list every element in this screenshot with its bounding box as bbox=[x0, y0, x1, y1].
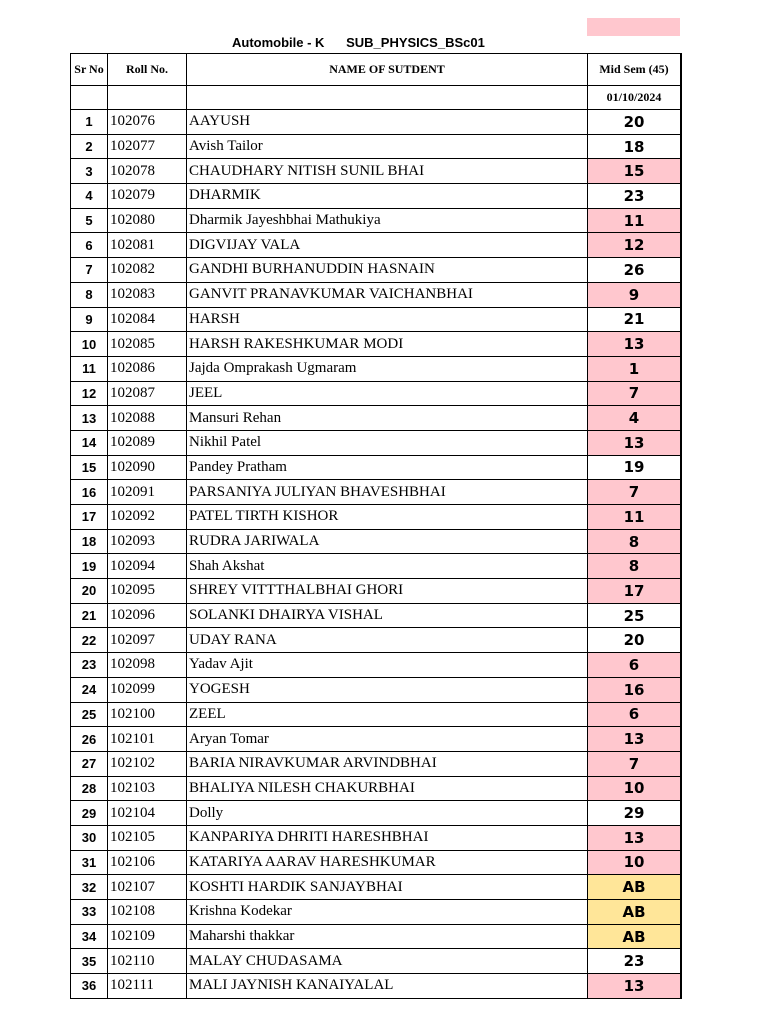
table-row bbox=[71, 603, 682, 628]
sr-no-header: Sr No bbox=[71, 54, 108, 86]
table-row bbox=[71, 406, 682, 431]
sr-no-cell: 3 bbox=[71, 159, 108, 184]
mid-sem-mark-cell: 10 bbox=[588, 850, 682, 875]
table-row bbox=[71, 307, 682, 332]
table-row bbox=[71, 579, 682, 604]
mid-sem-mark-cell: 6 bbox=[588, 702, 682, 727]
mid-sem-mark-cell: 12 bbox=[588, 233, 682, 258]
mid-sem-mark-cell: 11 bbox=[588, 505, 682, 530]
sr-no-cell: 35 bbox=[71, 949, 108, 974]
student-name-cell: KOSHTI HARDIK SANJAYBHAI bbox=[187, 875, 588, 900]
table-row bbox=[71, 529, 682, 554]
table-row bbox=[71, 825, 682, 850]
student-name-cell: Yadav Ajit bbox=[187, 653, 588, 678]
table-row bbox=[71, 332, 682, 357]
student-name-cell: KATARIYA AARAV HARESHKUMAR bbox=[187, 850, 588, 875]
roll-no-cell: 102082 bbox=[108, 258, 187, 283]
table-row bbox=[71, 850, 682, 875]
roll-no-cell: 102105 bbox=[108, 825, 187, 850]
sr-no-cell: 9 bbox=[71, 307, 108, 332]
sr-no-cell: 14 bbox=[71, 430, 108, 455]
sr-no-cell: 18 bbox=[71, 529, 108, 554]
sr-no-cell: 30 bbox=[71, 825, 108, 850]
student-name-cell: GANVIT PRANAVKUMAR VAICHANBHAI bbox=[187, 282, 588, 307]
table-row bbox=[71, 751, 682, 776]
roll-no-cell: 102101 bbox=[108, 727, 187, 752]
roll-no-cell: 102100 bbox=[108, 702, 187, 727]
mid-sem-mark-cell: 9 bbox=[588, 282, 682, 307]
mid-sem-mark-cell: 13 bbox=[588, 974, 682, 999]
sr-no-cell: 7 bbox=[71, 258, 108, 283]
student-name-cell: GANDHI BURHANUDDIN HASNAIN bbox=[187, 258, 588, 283]
marks-table bbox=[70, 53, 682, 999]
mid-sem-mark-cell: 11 bbox=[588, 208, 682, 233]
roll-no-cell: 102098 bbox=[108, 653, 187, 678]
table-row bbox=[71, 702, 682, 727]
mid-sem-mark-cell: 13 bbox=[588, 332, 682, 357]
student-name-cell: Pandey Pratham bbox=[187, 455, 588, 480]
table-row bbox=[71, 505, 682, 530]
table-row bbox=[71, 677, 682, 702]
mid-sem-mark-cell: 7 bbox=[588, 381, 682, 406]
mid-sem-mark-cell: 13 bbox=[588, 430, 682, 455]
student-name-cell: MALI JAYNISH KANAIYALAL bbox=[187, 974, 588, 999]
mid-sem-mark-cell: 4 bbox=[588, 406, 682, 431]
sr-no-cell: 23 bbox=[71, 653, 108, 678]
roll-no-cell: 102094 bbox=[108, 554, 187, 579]
sr-no-cell: 8 bbox=[71, 282, 108, 307]
mid-sem-mark-cell: 6 bbox=[588, 653, 682, 678]
sr-no-cell: 12 bbox=[71, 381, 108, 406]
roll-no-cell: 102106 bbox=[108, 850, 187, 875]
mid-sem-mark-cell: 23 bbox=[588, 949, 682, 974]
roll-no-cell: 102085 bbox=[108, 332, 187, 357]
sr-no-cell: 20 bbox=[71, 579, 108, 604]
student-name-cell: Avish Tailor bbox=[187, 134, 588, 159]
sr-no-cell: 10 bbox=[71, 332, 108, 357]
sr-no-cell: 27 bbox=[71, 751, 108, 776]
mid-sem-mark-cell: 18 bbox=[588, 134, 682, 159]
student-name-cell: JEEL bbox=[187, 381, 588, 406]
roll-no-cell: 102103 bbox=[108, 776, 187, 801]
roll-no-cell: 102096 bbox=[108, 603, 187, 628]
table-row bbox=[71, 875, 682, 900]
student-name-cell: HARSH bbox=[187, 307, 588, 332]
mid-sem-mark-cell: 25 bbox=[588, 603, 682, 628]
mid-sem-mark-cell: 1 bbox=[588, 356, 682, 381]
table-row bbox=[71, 949, 682, 974]
mid-sem-mark-cell: 19 bbox=[588, 455, 682, 480]
table-row bbox=[71, 430, 682, 455]
roll-no-cell: 102086 bbox=[108, 356, 187, 381]
sr-no-cell: 33 bbox=[71, 900, 108, 925]
table-row bbox=[71, 924, 682, 949]
table-row bbox=[71, 381, 682, 406]
table-row bbox=[71, 727, 682, 752]
table-row bbox=[71, 159, 682, 184]
table-row bbox=[71, 554, 682, 579]
mid-sem-mark-cell: 15 bbox=[588, 159, 682, 184]
roll-no-cell: 102111 bbox=[108, 974, 187, 999]
mid-sem-mark-cell: 8 bbox=[588, 529, 682, 554]
sr-no-cell: 2 bbox=[71, 134, 108, 159]
mid-sem-mark-cell: 13 bbox=[588, 727, 682, 752]
student-name-cell: Dharmik Jayeshbhai Mathukiya bbox=[187, 208, 588, 233]
table-row bbox=[71, 776, 682, 801]
roll-no-cell: 102097 bbox=[108, 628, 187, 653]
student-name-cell: Jajda Omprakash Ugmaram bbox=[187, 356, 588, 381]
sr-no-cell: 19 bbox=[71, 554, 108, 579]
sr-no-cell: 15 bbox=[71, 455, 108, 480]
roll-no-cell: 102089 bbox=[108, 430, 187, 455]
table-row bbox=[71, 455, 682, 480]
roll-no-cell: 102099 bbox=[108, 677, 187, 702]
sr-no-cell: 34 bbox=[71, 924, 108, 949]
mid-sem-mark-cell: 20 bbox=[588, 110, 682, 135]
table-row bbox=[71, 900, 682, 925]
student-name-cell: BHALIYA NILESH CHAKURBHAI bbox=[187, 776, 588, 801]
roll-no-cell: 102092 bbox=[108, 505, 187, 530]
student-name-cell: AAYUSH bbox=[187, 110, 588, 135]
student-name-cell: YOGESH bbox=[187, 677, 588, 702]
student-name-cell: Nikhil Patel bbox=[187, 430, 588, 455]
sr-no-cell: 11 bbox=[71, 356, 108, 381]
mid-sem-mark-cell: AB bbox=[588, 900, 682, 925]
header-row bbox=[71, 54, 682, 86]
mid-sem-mark-cell: 20 bbox=[588, 628, 682, 653]
sr-no-cell: 25 bbox=[71, 702, 108, 727]
mid-sem-mark-cell: 7 bbox=[588, 480, 682, 505]
student-name-cell: Maharshi thakkar bbox=[187, 924, 588, 949]
roll-no-cell: 102108 bbox=[108, 900, 187, 925]
student-name-cell: HARSH RAKESHKUMAR MODI bbox=[187, 332, 588, 357]
student-name-cell: UDAY RANA bbox=[187, 628, 588, 653]
mid-sem-mark-cell: AB bbox=[588, 875, 682, 900]
roll-no-cell: 102079 bbox=[108, 184, 187, 209]
table-row bbox=[71, 356, 682, 381]
student-name-cell: PATEL TIRTH KISHOR bbox=[187, 505, 588, 530]
roll-no-cell: 102080 bbox=[108, 208, 187, 233]
sr-no-cell: 1 bbox=[71, 110, 108, 135]
exam-date: 01/10/2024 bbox=[588, 86, 682, 110]
student-name-cell: RUDRA JARIWALA bbox=[187, 529, 588, 554]
student-name-cell: BARIA NIRAVKUMAR ARVINDBHAI bbox=[187, 751, 588, 776]
student-name-cell: Dolly bbox=[187, 801, 588, 826]
roll-no-cell: 102084 bbox=[108, 307, 187, 332]
sr-no-cell: 29 bbox=[71, 801, 108, 826]
mid-sem-mark-cell: 13 bbox=[588, 825, 682, 850]
roll-no-cell: 102077 bbox=[108, 134, 187, 159]
sr-no-cell: 22 bbox=[71, 628, 108, 653]
table-row bbox=[71, 184, 682, 209]
mid-sem-mark-cell: 29 bbox=[588, 801, 682, 826]
sr-no-cell: 5 bbox=[71, 208, 108, 233]
roll-no-cell: 102083 bbox=[108, 282, 187, 307]
table-row bbox=[71, 801, 682, 826]
roll-no-header: Roll No. bbox=[108, 54, 187, 86]
student-name-cell: Krishna Kodekar bbox=[187, 900, 588, 925]
sr-no-cell: 32 bbox=[71, 875, 108, 900]
student-name-cell: Aryan Tomar bbox=[187, 727, 588, 752]
student-name-cell: KANPARIYA DHRITI HARESHBHAI bbox=[187, 825, 588, 850]
table-row bbox=[71, 233, 682, 258]
sr-no-cell: 4 bbox=[71, 184, 108, 209]
mid-sem-mark-cell: 26 bbox=[588, 258, 682, 283]
roll-no-cell: 102088 bbox=[108, 406, 187, 431]
table-row bbox=[71, 480, 682, 505]
mid-sem-mark-cell: 16 bbox=[588, 677, 682, 702]
roll-no-cell: 102104 bbox=[108, 801, 187, 826]
mid-sem-mark-cell: 7 bbox=[588, 751, 682, 776]
empty-cell bbox=[187, 86, 588, 110]
table-row bbox=[71, 110, 682, 135]
sr-no-cell: 13 bbox=[71, 406, 108, 431]
student-name-cell: MALAY CHUDASAMA bbox=[187, 949, 588, 974]
empty-cell bbox=[108, 86, 187, 110]
sr-no-cell: 17 bbox=[71, 505, 108, 530]
mid-sem-header: Mid Sem (45) bbox=[588, 54, 682, 86]
student-name-cell: DHARMIK bbox=[187, 184, 588, 209]
roll-no-cell: 102090 bbox=[108, 455, 187, 480]
roll-no-cell: 102109 bbox=[108, 924, 187, 949]
empty-cell bbox=[71, 86, 108, 110]
sr-no-cell: 31 bbox=[71, 850, 108, 875]
roll-no-cell: 102107 bbox=[108, 875, 187, 900]
roll-no-cell: 102078 bbox=[108, 159, 187, 184]
roll-no-cell: 102110 bbox=[108, 949, 187, 974]
sheet-title: Automobile - K SUB_PHYSICS_BSc01 bbox=[232, 35, 485, 50]
sr-no-cell: 28 bbox=[71, 776, 108, 801]
sr-no-cell: 16 bbox=[71, 480, 108, 505]
sr-no-cell: 36 bbox=[71, 974, 108, 999]
table-row bbox=[71, 653, 682, 678]
date-row bbox=[71, 86, 682, 110]
sr-no-cell: 24 bbox=[71, 677, 108, 702]
table-row bbox=[71, 134, 682, 159]
student-name-cell: SHREY VITTTHALBHAI GHORI bbox=[187, 579, 588, 604]
sr-no-cell: 6 bbox=[71, 233, 108, 258]
student-name-header: NAME OF SUTDENT bbox=[187, 54, 588, 86]
roll-no-cell: 102091 bbox=[108, 480, 187, 505]
mid-sem-mark-cell: 10 bbox=[588, 776, 682, 801]
mid-sem-mark-cell: 8 bbox=[588, 554, 682, 579]
sr-no-cell: 21 bbox=[71, 603, 108, 628]
roll-no-cell: 102095 bbox=[108, 579, 187, 604]
mid-sem-mark-cell: 23 bbox=[588, 184, 682, 209]
student-name-cell: ZEEL bbox=[187, 702, 588, 727]
roll-no-cell: 102102 bbox=[108, 751, 187, 776]
table-row bbox=[71, 258, 682, 283]
student-name-cell: Shah Akshat bbox=[187, 554, 588, 579]
roll-no-cell: 102093 bbox=[108, 529, 187, 554]
student-name-cell: DIGVIJAY VALA bbox=[187, 233, 588, 258]
mid-sem-mark-cell: 17 bbox=[588, 579, 682, 604]
student-name-cell: PARSANIYA JULIYAN BHAVESHBHAI bbox=[187, 480, 588, 505]
student-name-cell: Mansuri Rehan bbox=[187, 406, 588, 431]
sr-no-cell: 26 bbox=[71, 727, 108, 752]
student-name-cell: CHAUDHARY NITISH SUNIL BHAI bbox=[187, 159, 588, 184]
student-name-cell: SOLANKI DHAIRYA VISHAL bbox=[187, 603, 588, 628]
mid-sem-mark-cell: AB bbox=[588, 924, 682, 949]
table-row bbox=[71, 628, 682, 653]
table-row bbox=[71, 282, 682, 307]
roll-no-cell: 102081 bbox=[108, 233, 187, 258]
roll-no-cell: 102087 bbox=[108, 381, 187, 406]
table-row bbox=[71, 208, 682, 233]
mid-sem-mark-cell: 21 bbox=[588, 307, 682, 332]
roll-no-cell: 102076 bbox=[108, 110, 187, 135]
highlight-legend-swatch bbox=[587, 18, 680, 36]
table-row bbox=[71, 974, 682, 999]
